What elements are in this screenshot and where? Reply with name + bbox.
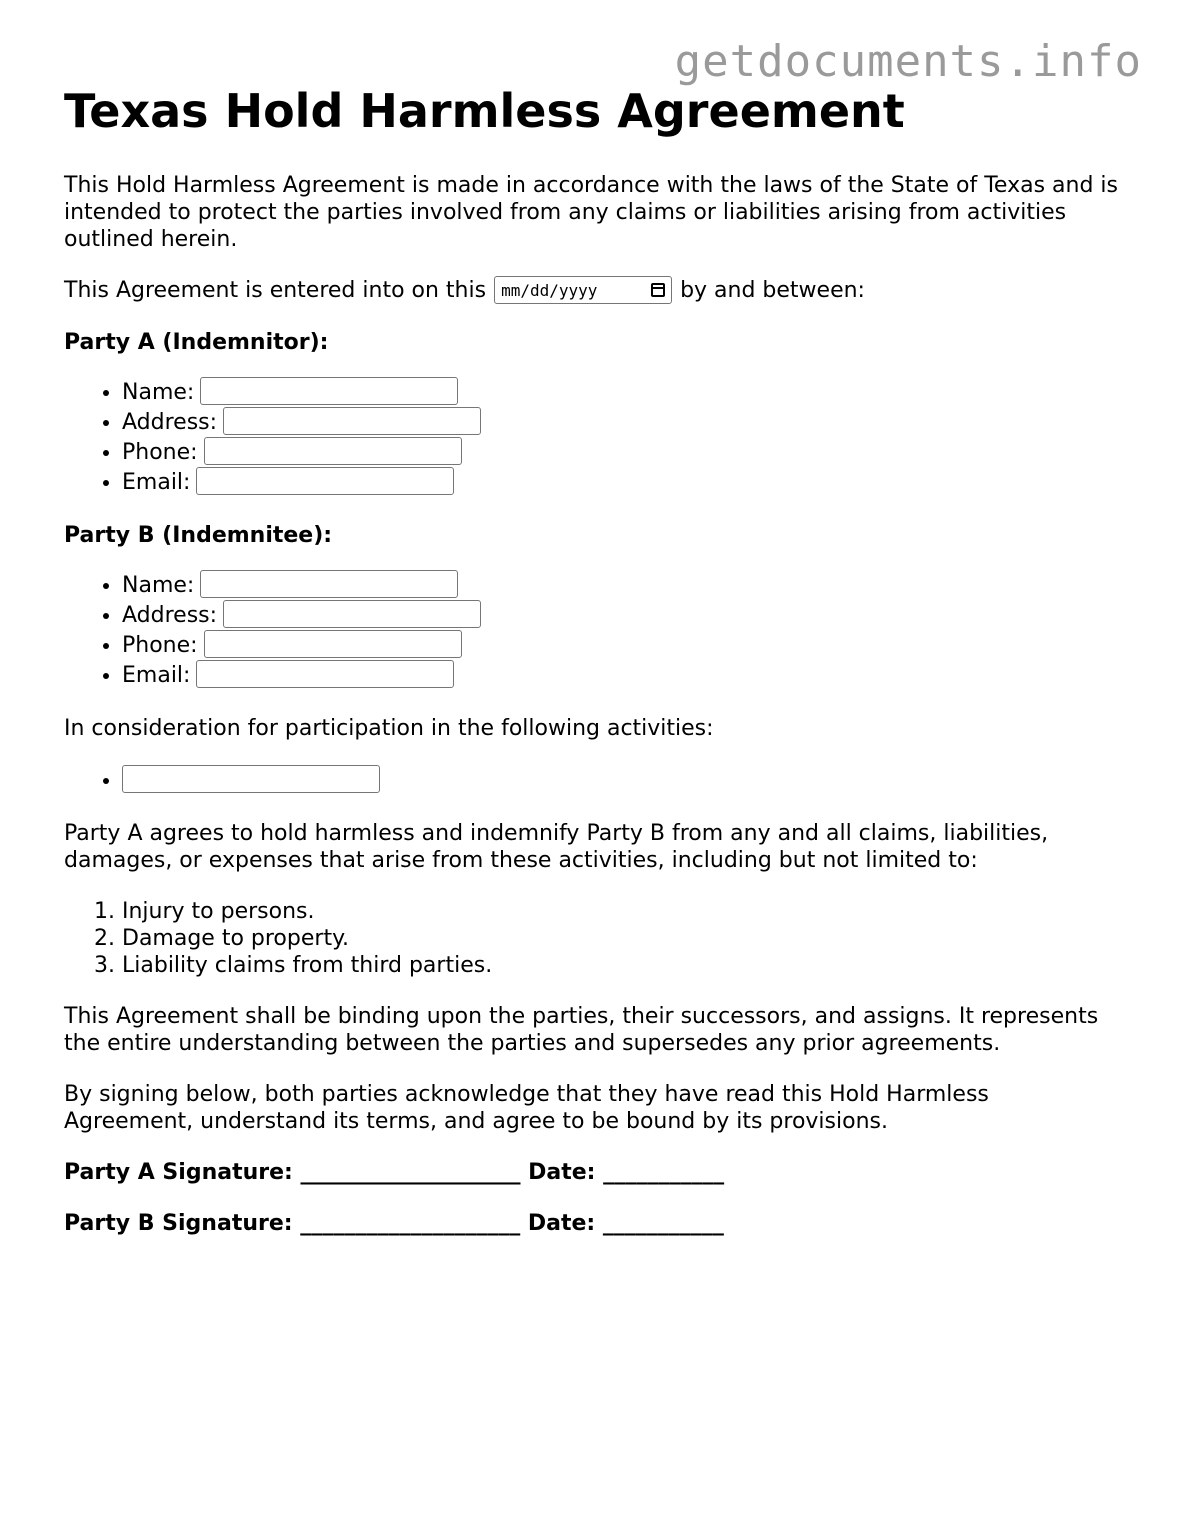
watermark: getdocuments.info [674,36,1142,87]
calendar-icon[interactable] [651,283,665,297]
document-page [64,84,1124,1261]
claims-list [64,898,1124,979]
party-b-email-input[interactable] [196,660,454,688]
list-item [122,438,1124,468]
party-a-name-input[interactable] [200,377,458,405]
list-item [122,468,1124,498]
party-b-name-label: Name: [122,573,195,598]
date-lead-text: This Agreement is entered into on this [64,277,487,303]
date-trail-text: by and between: [680,277,865,303]
list-item [122,631,1124,661]
list-item: 2. Damage to property. [122,925,1124,952]
party-b-fields [64,571,1124,691]
list-item: 3. Liability claims from third parties. [122,952,1124,979]
party-a-address-label: Address: [122,410,218,435]
party-b-signature-line: Party B Signature: ____________________ Date: ___________ [64,1211,724,1236]
consideration-paragraph: In consideration for participation in the following activities: [64,716,714,741]
party-b-phone-input[interactable] [204,630,462,658]
activity-input[interactable] [122,765,380,793]
party-b-heading: Party B (Indemnitee): [64,523,333,548]
intro-paragraph: This Hold Harmless Agreement is made in accordance with the laws of the State of Texas and is intended to protect the parties involved from any claims or liabilities arising from activities outlined herein. [64,173,1118,252]
list-item [122,601,1124,631]
party-b-phone-label: Phone: [122,633,198,658]
party-b-address-input[interactable] [223,600,481,628]
agreement-date-row [64,275,1124,305]
page-title: Texas Hold Harmless Agreement [64,84,905,138]
hold-harmless-paragraph: Party A agrees to hold harmless and indemnify Party B from any and all claims, liabilities, damages, or expenses that arise from these activities, including but not limited to: [64,821,1049,873]
activities-list [64,766,1124,796]
party-a-address-input[interactable] [223,407,481,435]
date-placeholder: mm/dd/yyyy [501,280,598,300]
party-b-email-label: Email: [122,663,191,688]
party-b-address-label: Address: [122,603,218,628]
party-a-phone-label: Phone: [122,440,198,465]
list-item [122,571,1124,601]
party-a-email-input[interactable] [196,467,454,495]
acknowledge-paragraph: By signing below, both parties acknowledge that they have read this Hold Harmless Agreement, understand its terms, and agree to be bound by its provisions. [64,1082,989,1134]
list-item [122,661,1124,691]
list-item [122,378,1124,408]
party-a-fields [64,378,1124,498]
party-b-name-input[interactable] [200,570,458,598]
list-item [122,766,1124,796]
party-a-phone-input[interactable] [204,437,462,465]
agreement-date-input[interactable] [494,276,672,304]
list-item: 1. Injury to persons. [122,898,1124,925]
party-a-name-label: Name: [122,380,195,405]
party-a-heading: Party A (Indemnitor): [64,330,329,355]
party-a-signature-line: Party A Signature: ____________________ Date: ___________ [64,1160,725,1185]
party-a-email-label: Email: [122,470,191,495]
binding-paragraph: This Agreement shall be binding upon the parties, their successors, and assigns. It represents the entire understanding between the parties and supersedes any prior agreements. [64,1004,1099,1056]
list-item [122,408,1124,438]
